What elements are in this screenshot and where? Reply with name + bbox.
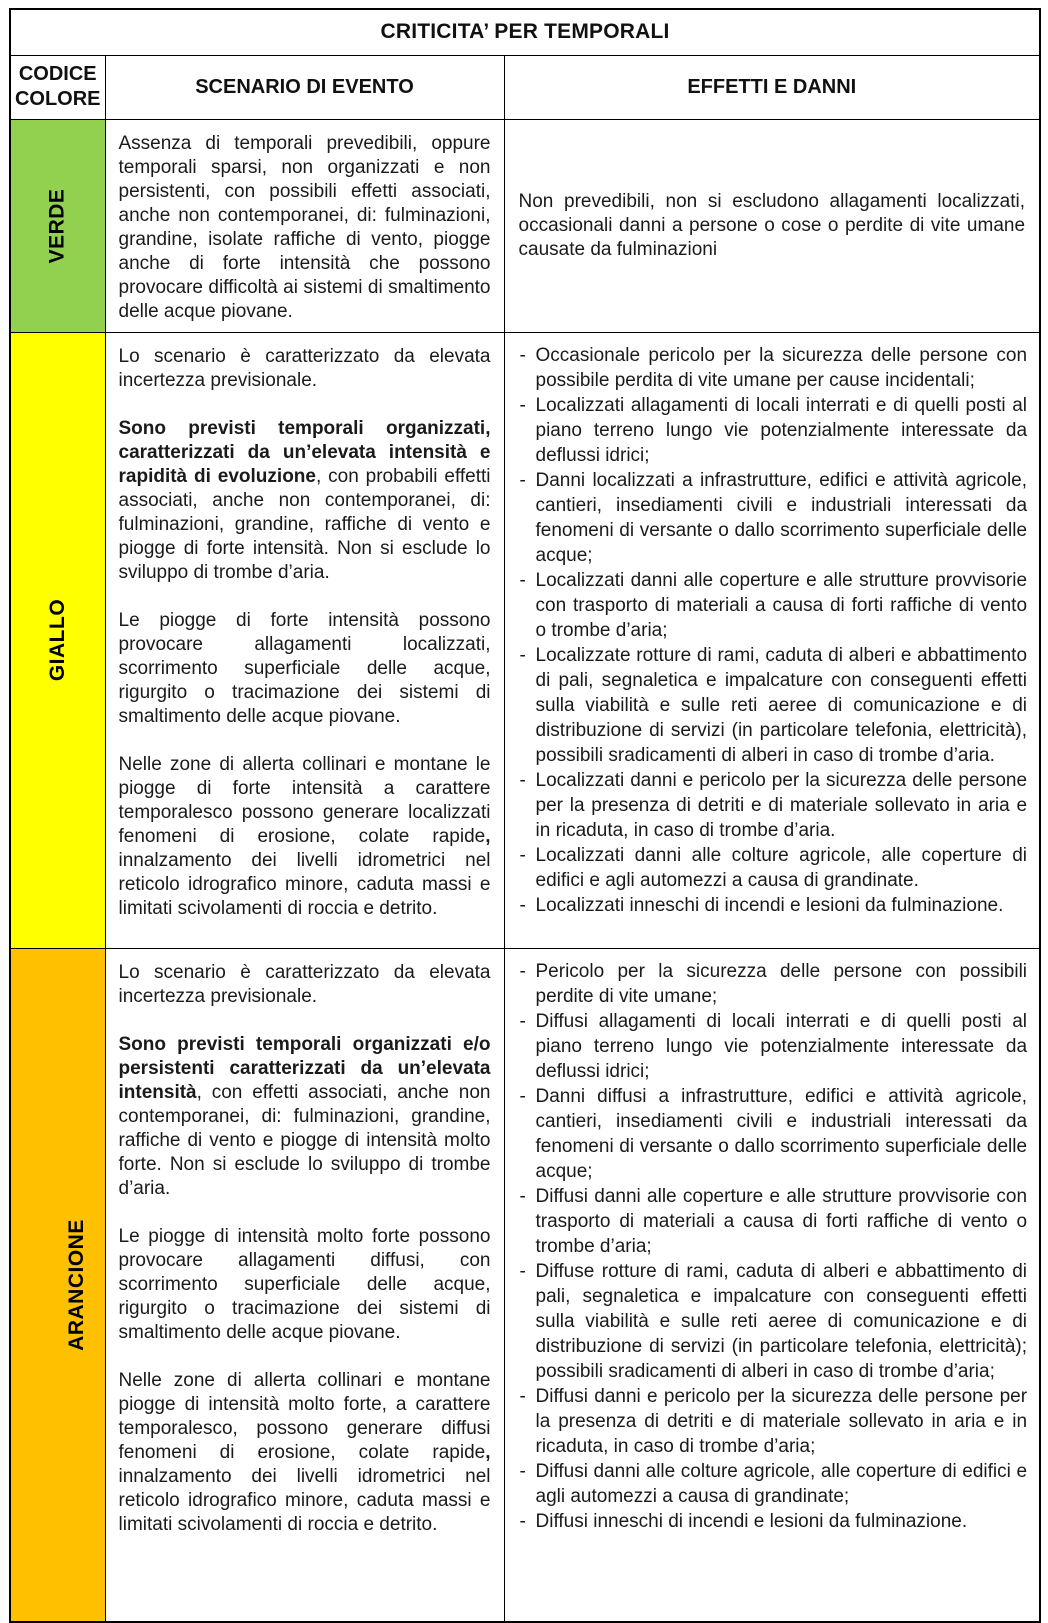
text-segment: Lo scenario è caratterizzato da elevata incertezza previsionale. xyxy=(118,961,491,1007)
bold-text-segment: Sono previsti temporali organizzati e/o persistenti caratterizzati da un’elevata intensità xyxy=(118,1033,491,1103)
scenario-paragraph xyxy=(119,1033,491,1201)
bold-text-segment: , xyxy=(485,825,491,847)
scenario-cell-arancione xyxy=(105,948,504,1622)
effect-paragraph xyxy=(519,190,1026,262)
bold-text-segment: , xyxy=(485,1441,491,1463)
effect-bullet-item xyxy=(515,468,1028,568)
alert-row-arancione xyxy=(10,948,1040,1622)
effect-bullet-item xyxy=(515,643,1028,768)
text-segment: Localizzate rotture di rami, caduta di alberi e abbattimento di pali, segnaletica e impalcature con conseguenti effetti sulla viabilità e sulle reti aeree di comunicazione e di distribuzione di servizi (in particolare telefonia, elettricità), possibili sradicamenti di alberi in caso di trombe d’aria. xyxy=(535,644,1028,766)
scenario-paragraph xyxy=(119,345,491,393)
effect-bullet-item xyxy=(515,893,1028,918)
effect-bullet-item xyxy=(515,843,1028,893)
text-segment: Localizzati inneschi di incendi e lesioni da fulminazione. xyxy=(535,894,1004,916)
column-header-effetti: EFFETTI E DANNI xyxy=(504,55,1040,119)
text-segment: Danni localizzati a infrastrutture, edifici e attività agricole, cantieri, insediamenti civili e industriali interessati da fenomeni di versante o dallo scorrimento superficiale delle acque; xyxy=(535,469,1028,566)
text-segment: innalzamento dei livelli idrometrici nel reticolo idrografico minore, caduta massi e limitati scivolamenti di roccia e detrito. xyxy=(118,849,491,919)
bold-text-segment: Sono previsti temporali organizzati, caratterizzati da un’elevata intensità e rapidità di evoluzione xyxy=(118,417,491,487)
effect-bullet-item xyxy=(515,343,1028,393)
alert-table-body xyxy=(10,119,1040,1622)
scenario-cell-verde xyxy=(105,119,504,332)
effect-bullet-item xyxy=(515,1084,1028,1184)
scenario-paragraph xyxy=(119,132,491,324)
text-segment: Diffusi danni alle colture agricole, alle coperture di edifici e agli automezzi a causa di grandinate; xyxy=(535,1460,1028,1507)
text-segment: Assenza di temporali prevedibili, oppure temporali sparsi, non organizzati e non persistenti, con possibili effetti associati, anche non contemporanei, di: fulminazioni, grandine, isolate raffiche di vento, piogge anche di forte intensità che possono provocare difficoltà ai sistemi di smaltimento delle acque piovane. xyxy=(118,132,491,322)
scenario-paragraph xyxy=(119,753,491,921)
table-title: CRITICITA’ PER TEMPORALI xyxy=(10,9,1040,55)
color-code-label-verde: VERDE xyxy=(45,188,69,263)
effect-bullet-item xyxy=(515,393,1028,468)
color-code-cell-giallo xyxy=(10,332,105,948)
effect-bullet-item xyxy=(515,1459,1028,1509)
alert-row-giallo xyxy=(10,332,1040,948)
effect-bullet-item xyxy=(515,768,1028,843)
effects-cell-verde xyxy=(504,119,1040,332)
text-segment: Lo scenario è caratterizzato da elevata incertezza previsionale. xyxy=(118,345,491,391)
effect-bullet-item xyxy=(515,1509,1028,1534)
text-segment: Danni diffusi a infrastrutture, edifici e attività agricole, cantieri, insediamenti civili e industriali interessati da fenomeni di versante o dallo scorrimento superficiale delle acque; xyxy=(535,1085,1028,1182)
scenario-paragraph xyxy=(119,417,491,585)
color-code-cell-arancione xyxy=(10,948,105,1622)
text-segment: Le piogge di intensità molto forte possono provocare allagamenti diffusi, con scorrimento superficiale delle acque, rigurgito o tracimazione dei sistemi di smaltimento delle acque piovane. xyxy=(118,1225,491,1343)
text-segment: Diffuse rotture di rami, caduta di alberi e abbattimento di pali, segnaletica e impalcature con conseguenti effetti sulla viabilità e sulle reti aeree di comunicazione e di distribuzione di servizi (in particolare telefonia, elettricità); possibili sradicamenti di alberi in caso di trombe d’aria; xyxy=(535,1260,1028,1382)
effects-cell-giallo xyxy=(504,332,1040,948)
text-segment: innalzamento dei livelli idrometrici nel reticolo idrografico minore, caduta massi e limitati scivolamenti di roccia e detrito. xyxy=(118,1465,491,1535)
column-header-codice-colore: CODICE COLORE xyxy=(10,55,105,119)
effect-bullet-item xyxy=(515,568,1028,643)
scenario-paragraph xyxy=(119,1225,491,1345)
effect-bullet-item xyxy=(515,1384,1028,1459)
text-segment: Localizzati danni alle colture agricole, alle coperture di edifici e agli automezzi a causa di grandinate. xyxy=(535,844,1028,891)
effect-bullet-item xyxy=(515,1259,1028,1384)
effect-bullet-item xyxy=(515,1184,1028,1259)
scenario-paragraph xyxy=(119,961,491,1009)
text-segment: , con effetti associati, anche non contemporanei, di: fulminazioni, grandine, raffiche di vento e piogge di intensità molto forte. Non si esclude lo sviluppo di trombe d’aria. xyxy=(118,1081,491,1199)
color-code-label-arancione: ARANCIONE xyxy=(64,1218,88,1351)
text-segment: Non prevedibili, non si escludono allagamenti localizzati, occasionali danni a persone o cose o perdite di vite umane causate da fulminazioni xyxy=(518,190,1026,260)
text-segment: Diffusi danni e pericolo per la sicurezza delle persone per la presenza di detriti e di materiale sollevato in aria e in ricaduta, in caso di trombe d’aria; xyxy=(535,1385,1028,1457)
text-segment: , con probabili effetti associati, anche non contemporanei, di: fulminazioni, grandine, raffiche di vento e piogge di forte intensità. Non si esclude lo sviluppo di trombe d’aria. xyxy=(118,465,491,583)
table-title-row xyxy=(10,9,1040,55)
text-segment: Diffusi allagamenti di locali interrati e di quelli posti al piano terreno lungo vie potenzialmente interessate da deflussi idrici; xyxy=(535,1010,1028,1082)
text-segment: Le piogge di forte intensità possono provocare allagamenti localizzati, scorrimento superficiale delle acque, rigurgito o tracimazione dei sistemi di smaltimento delle acque piovane. xyxy=(118,609,491,727)
color-code-cell-verde xyxy=(10,119,105,332)
criticita-temporali-table xyxy=(9,8,1041,1623)
color-code-label-giallo: GIALLO xyxy=(45,598,69,682)
text-segment: Nelle zone di allerta collinari e montane le piogge di forte intensità a carattere temporalesco possono generare localizzati fenomeni di erosione, colate rapide xyxy=(118,753,491,847)
effect-bullet-item xyxy=(515,959,1028,1009)
effect-bullet-item xyxy=(515,1009,1028,1084)
text-segment: Diffusi inneschi di incendi e lesioni da fulminazione. xyxy=(535,1510,968,1532)
alert-row-verde xyxy=(10,119,1040,332)
effects-cell-arancione xyxy=(504,948,1040,1622)
scenario-cell-giallo xyxy=(105,332,504,948)
scenario-paragraph xyxy=(119,609,491,729)
text-segment: Localizzati allagamenti di locali interrati e di quelli posti al piano terreno lungo vie potenzialmente interessate da deflussi idrici; xyxy=(535,394,1028,466)
column-header-scenario: SCENARIO DI EVENTO xyxy=(105,55,504,119)
text-segment: Pericolo per la sicurezza delle persone con possibili perdite di vite umane; xyxy=(535,960,1028,1007)
text-segment: Nelle zone di allerta collinari e montane piogge di intensità molto forte, a carattere temporalesco, possono generare diffusi fenomeni di erosione, colate rapide xyxy=(118,1369,491,1463)
text-segment: Localizzati danni alle coperture e alle strutture provvisorie con trasporto di materiali a causa di forti raffiche di vento o trombe d’aria; xyxy=(535,569,1028,641)
text-segment: Diffusi danni alle coperture e alle strutture provvisorie con trasporto di materiali a causa di forti raffiche di vento o trombe d’aria; xyxy=(535,1185,1028,1257)
text-segment: Localizzati danni e pericolo per la sicurezza delle persone per la presenza di detriti e di materiale sollevato in aria e in ricaduta, in caso di trombe d’aria. xyxy=(535,769,1028,841)
text-segment: Occasionale pericolo per la sicurezza delle persone con possibile perdita di vite umane per cause incidentali; xyxy=(535,344,1028,391)
scenario-paragraph xyxy=(119,1369,491,1537)
table-header-row xyxy=(10,55,1040,119)
